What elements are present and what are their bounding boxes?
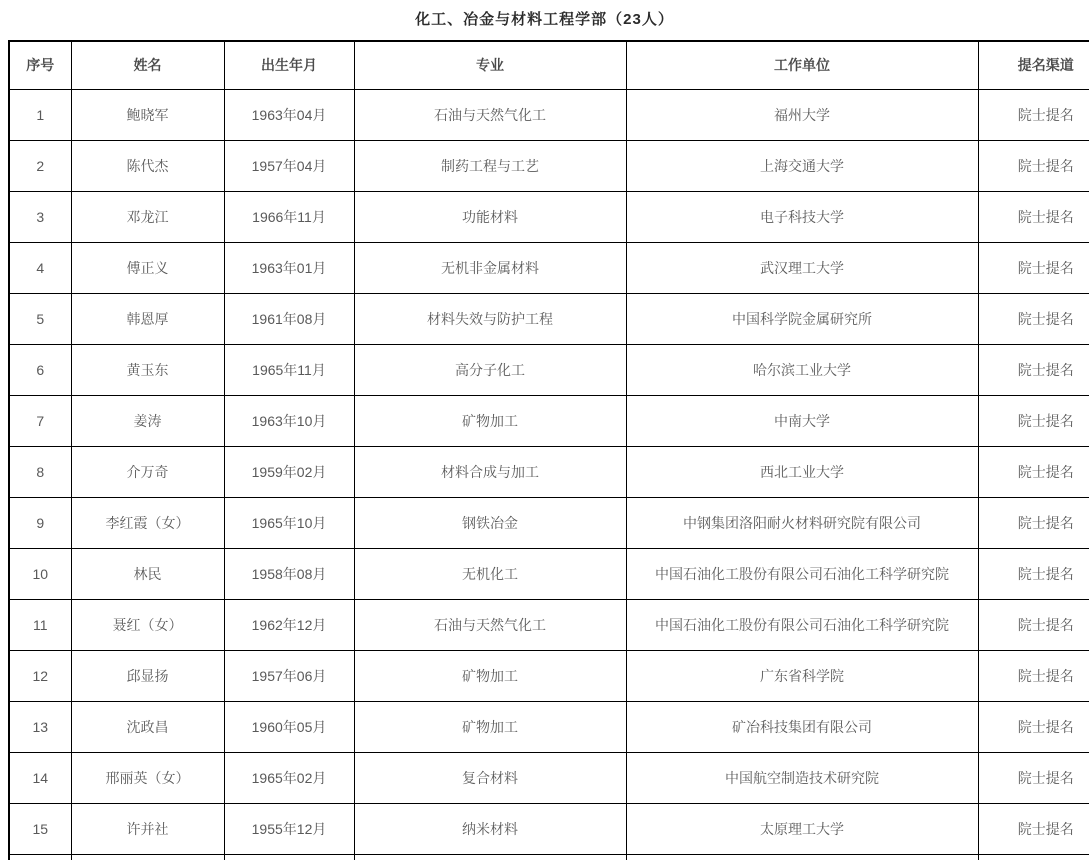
table-cell: 1962年12月: [224, 599, 354, 650]
table-cell: 3: [9, 191, 71, 242]
table-cell: 1957年06月: [224, 650, 354, 701]
table-cell: 院士提名: [978, 140, 1089, 191]
table-cell: 院士提名: [978, 701, 1089, 752]
table-row: [9, 599, 1089, 650]
table-cell: 14: [9, 752, 71, 803]
column-header-0: 序号: [9, 41, 71, 89]
table-cell: 石油与天然气化工: [354, 599, 626, 650]
page-title: 化工、冶金与材料工程学部（23人）: [415, 11, 674, 28]
table-cell: 中南大学: [626, 395, 978, 446]
table-cell: 林民: [71, 548, 224, 599]
table-cell: 材料合成与加工: [354, 446, 626, 497]
table-cell: 黄玉东: [71, 344, 224, 395]
table-row: [9, 191, 1089, 242]
table-row: [9, 293, 1089, 344]
table-cell: 李红霞（女）: [71, 497, 224, 548]
table-cell: 陈代杰: [71, 140, 224, 191]
table-cell: 鲍晓军: [71, 89, 224, 140]
table-cell: 韩恩厚: [71, 293, 224, 344]
table-cell: 13: [9, 701, 71, 752]
table-cell: 1966年11月: [224, 191, 354, 242]
table-cell: 1955年12月: [224, 803, 354, 854]
table-cell-empty: [978, 854, 1089, 860]
table-cell: 9: [9, 497, 71, 548]
table-row: [9, 242, 1089, 293]
table-row: [9, 446, 1089, 497]
table-cell: 矿物加工: [354, 701, 626, 752]
table-cell: 功能材料: [354, 191, 626, 242]
table-cell: 中国航空制造技术研究院: [626, 752, 978, 803]
table-cell: 邢丽英（女）: [71, 752, 224, 803]
column-header-3: 专业: [354, 41, 626, 89]
table-cell: 复合材料: [354, 752, 626, 803]
table-cell: 中钢集团洛阳耐火材料研究院有限公司: [626, 497, 978, 548]
table-row: [9, 752, 1089, 803]
table-cell: 邓龙江: [71, 191, 224, 242]
table-row: [9, 497, 1089, 548]
partial-row-clipped: [9, 854, 1089, 860]
column-header-1: 姓名: [71, 41, 224, 89]
table-cell: 5: [9, 293, 71, 344]
table-cell: 4: [9, 242, 71, 293]
header-row: [9, 41, 1089, 89]
table-cell: 1963年01月: [224, 242, 354, 293]
table-cell: 11: [9, 599, 71, 650]
table-cell: 1959年02月: [224, 446, 354, 497]
table-row: [9, 344, 1089, 395]
table-cell: 许并社: [71, 803, 224, 854]
table-cell: 无机化工: [354, 548, 626, 599]
table-cell: 院士提名: [978, 446, 1089, 497]
table-row: [9, 89, 1089, 140]
column-header-5: 提名渠道: [978, 41, 1089, 89]
table-cell: 8: [9, 446, 71, 497]
table-cell: 1957年04月: [224, 140, 354, 191]
table-cell: 1960年05月: [224, 701, 354, 752]
table-cell: 西北工业大学: [626, 446, 978, 497]
table-cell: 6: [9, 344, 71, 395]
table-cell: 1: [9, 89, 71, 140]
table-cell: 无机非金属材料: [354, 242, 626, 293]
table-cell-empty: [354, 854, 626, 860]
table-cell: 院士提名: [978, 599, 1089, 650]
table-cell-empty: [224, 854, 354, 860]
table-cell: 2: [9, 140, 71, 191]
table-cell: 矿冶科技集团有限公司: [626, 701, 978, 752]
table-cell: 1961年08月: [224, 293, 354, 344]
table-row: [9, 650, 1089, 701]
table-row: [9, 548, 1089, 599]
column-header-4: 工作单位: [626, 41, 978, 89]
table-row: [9, 701, 1089, 752]
members-table: [8, 40, 1089, 860]
table-cell: 院士提名: [978, 89, 1089, 140]
table-cell: 院士提名: [978, 344, 1089, 395]
table-cell: 院士提名: [978, 497, 1089, 548]
table-row: [9, 140, 1089, 191]
table-cell: 10: [9, 548, 71, 599]
table-cell: 介万奇: [71, 446, 224, 497]
table-cell: 高分子化工: [354, 344, 626, 395]
table-body: [9, 89, 1089, 860]
table-cell: 傅正义: [71, 242, 224, 293]
table-cell: 聂红（女）: [71, 599, 224, 650]
table-cell: 院士提名: [978, 191, 1089, 242]
table-cell: 1965年02月: [224, 752, 354, 803]
table-cell: 邱显扬: [71, 650, 224, 701]
table-cell: 1963年10月: [224, 395, 354, 446]
table-cell: 上海交通大学: [626, 140, 978, 191]
table-row: [9, 803, 1089, 854]
table-cell: 矿物加工: [354, 650, 626, 701]
table-cell: 12: [9, 650, 71, 701]
table-cell: 15: [9, 803, 71, 854]
table-cell: 电子科技大学: [626, 191, 978, 242]
table-cell: 院士提名: [978, 803, 1089, 854]
table-cell: 石油与天然气化工: [354, 89, 626, 140]
table-cell: 1965年10月: [224, 497, 354, 548]
table-cell: 中国科学院金属研究所: [626, 293, 978, 344]
table-cell: 中国石油化工股份有限公司石油化工科学研究院: [626, 599, 978, 650]
table-cell: 1963年04月: [224, 89, 354, 140]
table-cell: 院士提名: [978, 752, 1089, 803]
table-cell: 1965年11月: [224, 344, 354, 395]
table-cell: 钢铁冶金: [354, 497, 626, 548]
table-cell: 矿物加工: [354, 395, 626, 446]
table-cell: 院士提名: [978, 650, 1089, 701]
table-cell: 院士提名: [978, 548, 1089, 599]
table-cell: 7: [9, 395, 71, 446]
table-cell: 武汉理工大学: [626, 242, 978, 293]
table-cell: 纳米材料: [354, 803, 626, 854]
table-cell-empty: [9, 854, 71, 860]
table-cell: 哈尔滨工业大学: [626, 344, 978, 395]
table-cell: 沈政昌: [71, 701, 224, 752]
table-cell: 院士提名: [978, 242, 1089, 293]
table-cell: 材料失效与防护工程: [354, 293, 626, 344]
table-cell: 中国石油化工股份有限公司石油化工科学研究院: [626, 548, 978, 599]
table-cell: 广东省科学院: [626, 650, 978, 701]
table-cell: 太原理工大学: [626, 803, 978, 854]
table-cell-empty: [626, 854, 978, 860]
table-cell: 院士提名: [978, 293, 1089, 344]
column-header-2: 出生年月: [224, 41, 354, 89]
table-cell-empty: [71, 854, 224, 860]
table-cell: 院士提名: [978, 395, 1089, 446]
table-cell: 福州大学: [626, 89, 978, 140]
table-row: [9, 395, 1089, 446]
table-cell: 姜涛: [71, 395, 224, 446]
table-cell: 1958年08月: [224, 548, 354, 599]
table-cell: 制药工程与工艺: [354, 140, 626, 191]
